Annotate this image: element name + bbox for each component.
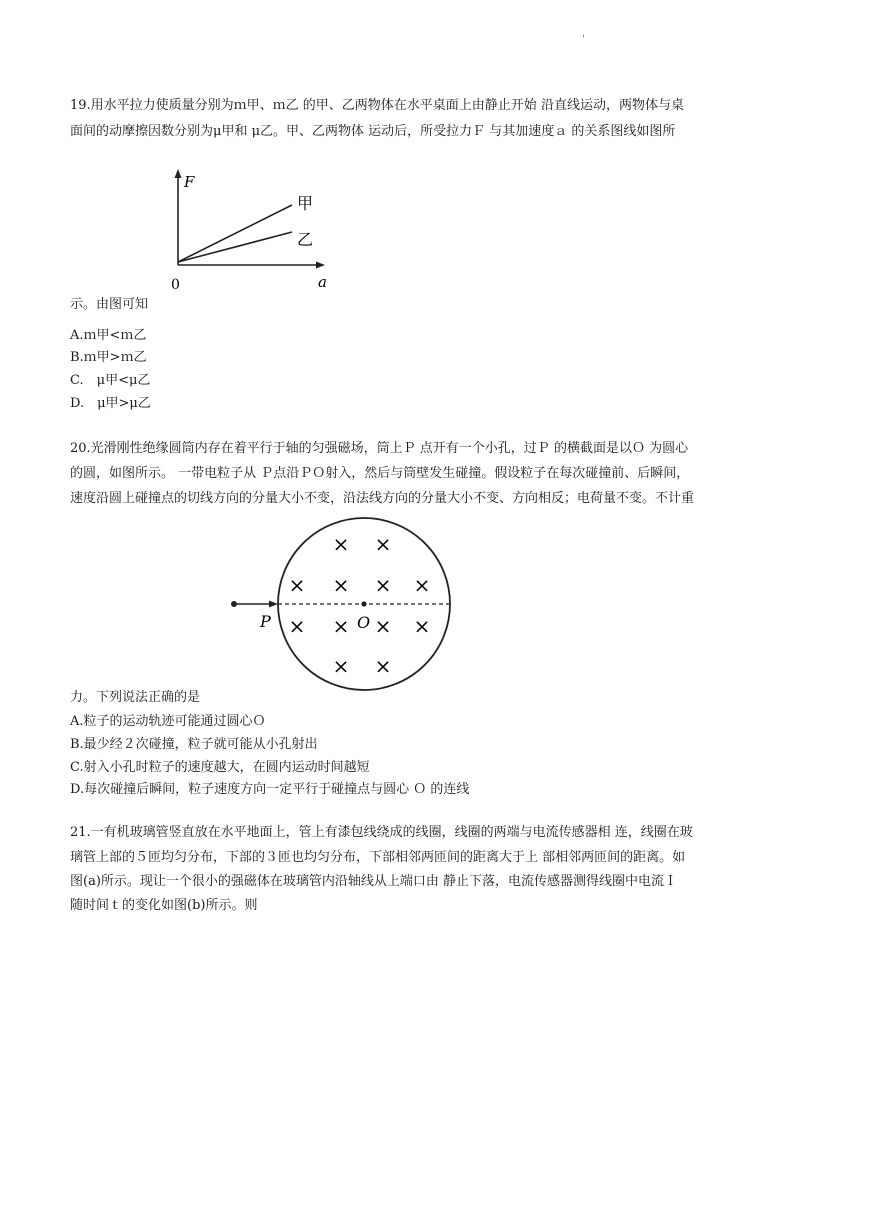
q21-text-line-4: 随时间ｔ的变化如图(b)所示。则 — [70, 898, 258, 913]
q19-option-a: A.ｍ甲<ｍ乙 — [70, 328, 147, 343]
origin-label: 0 — [171, 277, 180, 293]
field-x-icon: × — [374, 614, 392, 638]
q19-option-c: C. μ甲<μ乙 — [70, 373, 151, 388]
line-label-jia: 甲 — [297, 194, 314, 213]
q19-text-line-2: 面间的动摩擦因数分别为μ甲和 μ乙。甲、乙两物体 运动后，所受拉力Ｆ 与其加速度ａ 的关系图线如图所 — [70, 124, 676, 139]
x-axis-arrow-icon — [316, 262, 325, 269]
field-x-icon: × — [332, 654, 350, 678]
x-axis-label: a — [318, 273, 327, 291]
velocity-arrow-head-icon — [269, 601, 278, 608]
q20-option-b: B.最少经２次碰撞，粒子就可能从小孔射出 — [70, 737, 318, 752]
line-label-yi: 乙 — [297, 230, 314, 249]
line-yi — [178, 232, 292, 262]
q19-text-line-3: 示。由图可知 — [70, 297, 149, 312]
line-jia — [178, 205, 292, 262]
field-x-icon: × — [332, 573, 350, 597]
q20-option-d: D.每次碰撞后瞬间，粒子速度方向一定平行于碰撞点与圆心 Ｏ 的连线 — [70, 782, 470, 797]
y-axis-label: F — [184, 173, 195, 191]
field-x-icon: × — [413, 573, 431, 597]
q20-text-line-4: 力。下列说法正确的是 — [70, 690, 201, 705]
q21-text-line-3: 图(a)所示。现让一个很小的强磁体在玻璃管内沿轴线从上端口由 静止下落，电流传感器测得线圈中电流Ｉ — [70, 874, 678, 889]
q20-option-a: A.粒子的运动轨迹可能通过圆心Ｏ — [70, 714, 266, 729]
point-p-label: P — [260, 612, 271, 631]
field-x-icon: × — [332, 532, 350, 556]
point-o-label: O — [357, 613, 371, 632]
field-x-icon: × — [332, 614, 350, 638]
magnetic-field-marks — [289, 532, 431, 678]
q21-text-line-1: 21.一有机玻璃管竖直放在水平地面上，管上有漆包线绕成的线圈，线圈的两端与电流传感器相 连，线圈在玻 — [70, 825, 693, 840]
q19-option-b: B.ｍ甲>ｍ乙 — [70, 350, 147, 365]
q19-option-d: D. μ甲>μ乙 — [70, 396, 151, 411]
q21-text-line-2: 璃管上部的５匝均匀分布，下部的３匝也均匀分布，下部相邻两匝间的距离大于上 部相邻两匝间的距离。如 — [70, 850, 686, 865]
field-x-icon: × — [374, 654, 392, 678]
q19-force-acceleration-graph — [160, 165, 340, 295]
q20-text-line-2: 的圆，如图所示。 一带电粒子从 Ｐ点沿ＰＯ射入，然后与筒壁发生碰撞。假设粒子在每次碰撞前、后瞬间， — [70, 466, 690, 481]
center-o-dot — [361, 601, 366, 606]
field-x-icon: × — [288, 614, 306, 638]
field-x-icon: × — [413, 614, 431, 638]
header-mark: ' — [582, 34, 585, 45]
field-x-icon: × — [374, 573, 392, 597]
q20-option-c: C.射入小孔时粒子的速度越大，在圆内运动时间越短 — [70, 760, 370, 775]
y-axis-arrow-icon — [175, 169, 182, 178]
q20-cylinder-field-diagram — [225, 518, 485, 698]
q19-text-line-1: 19.用水平拉力使质量分别为ｍ甲、ｍ乙 的甲、乙两物体在水平桌面上由静止开始 沿直线运动，两物体与桌 — [70, 98, 684, 113]
q20-text-line-1: 20.光滑刚性绝缘圆筒内存在着平行于轴的匀强磁场，筒上Ｐ 点开有一个小孔，过Ｐ 的横截面是以Ｏ 为圆心 — [70, 441, 689, 456]
field-x-icon: × — [374, 532, 392, 556]
q20-text-line-3: 速度沿圆上碰撞点的切线方向的分量大小不变，沿法线方向的分量大小不变、方向相反；电荷量不变。不计重 — [70, 491, 695, 506]
field-x-icon: × — [288, 573, 306, 597]
